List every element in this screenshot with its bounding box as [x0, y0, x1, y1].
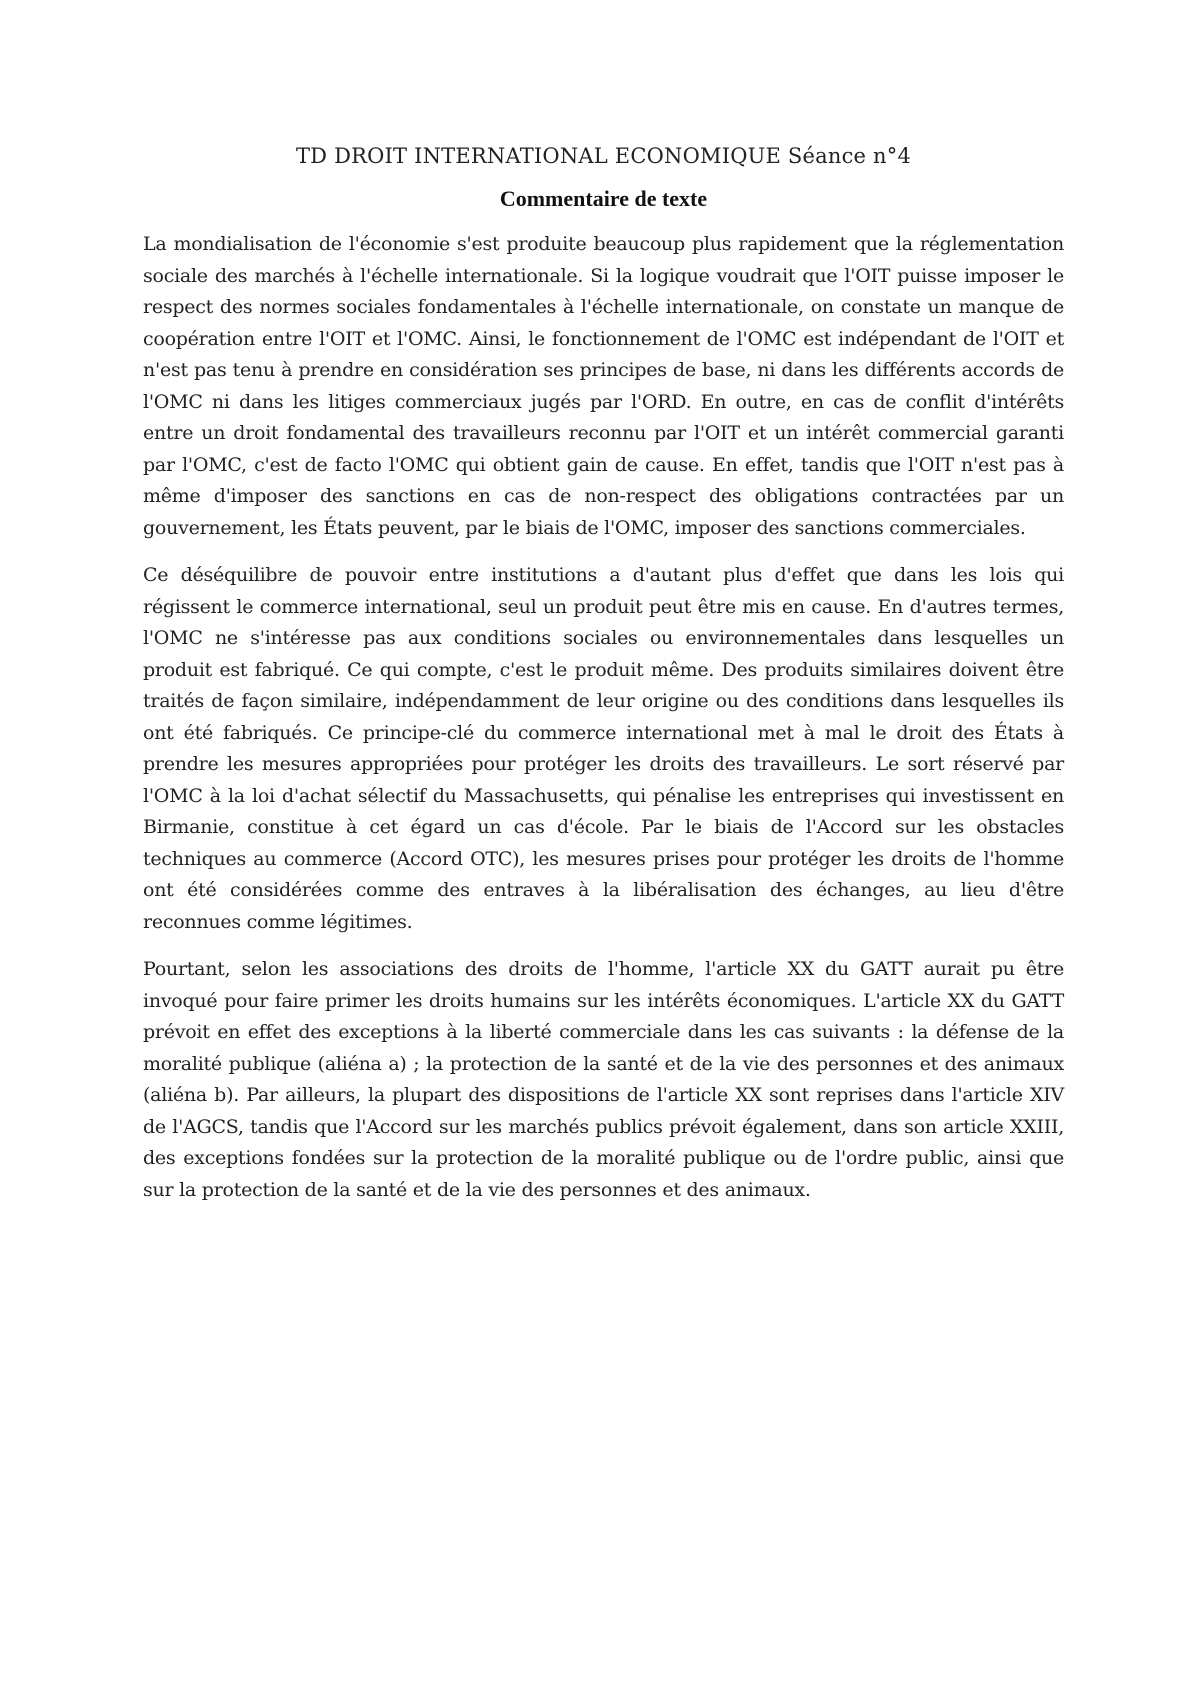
document-page	[143, 142, 1064, 1222]
paragraph-2: Ce déséquilibre de pouvoir entre institutions a d'autant plus d'effet que dans les lois qui régissent le commerce international, seul un produit peut être mis en cause. En d'autres termes, l'OMC ne s'intéresse pas aux conditions sociales ou environnementales dans lesquelles un produit est fabriqué. Ce qui compte, c'est le produit même. Des produits similaires doivent être traités de façon similaire, indépendamment de leur origine ou des conditions dans lesquelles ils ont été fabriqués. Ce principe-clé du commerce international met à mal le droit des États à prendre les mesures appropriées pour protéger les droits des travailleurs. Le sort réservé par l'OMC à la loi d'achat sélectif du Massachusetts, qui pénalise les entreprises qui investissent en Birmanie, constitue à cet égard un cas d'école. Par le biais de l'Accord sur les obstacles techniques au commerce (Accord OTC), les mesures prises pour protéger les droits de l'homme ont été considérées comme des entraves à la libéralisation des échanges, au lieu d'être reconnues comme légitimes.	[143, 564, 1064, 933]
paragraph-3: Pourtant, selon les associations des droits de l'homme, l'article XX du GATT aurait pu être invoqué pour faire primer les droits humains sur les intérêts économiques. L'article XX du GATT prévoit en effet des exceptions à la liberté commerciale dans les cas suivants : la défense de la moralité publique (aliéna a) ; la protection de la santé et de la vie des personnes et des animaux (aliéna b). Par ailleurs, la plupart des dispositions de l'article XX sont reprises dans l'article XIV de l'AGCS, tandis que l'Accord sur les marchés publics prévoit également, dans son article XXIII, des exceptions fondées sur la protection de la moralité publique ou de l'ordre public, ainsi que sur la protection de la santé et de la vie des personnes et des animaux.	[143, 958, 1064, 1201]
document-subtitle: Commentaire de texte	[499, 186, 708, 212]
document-title: TD DROIT INTERNATIONAL ECONOMIQUE Séance n°4	[295, 144, 912, 168]
paragraph-1: La mondialisation de l'économie s'est produite beaucoup plus rapidement que la réglementation sociale des marchés à l'échelle internationale. Si la logique voudrait que l'OIT puisse imposer le respect des normes sociales fondamentales à l'échelle internationale, on constate un manque de coopération entre l'OIT et l'OMC. Ainsi, le fonctionnement de l'OMC est indépendant de l'OIT et n'est pas tenu à prendre en considération ses principes de base, ni dans les différents accords de l'OMC ni dans les litiges commerciaux jugés par l'ORD. En outre, en cas de conflit d'intérêts entre un droit fondamental des travailleurs reconnu par l'OIT et un intérêt commercial garanti par l'OMC, c'est de facto l'OMC qui obtient gain de cause. En effet, tandis que l'OIT n'est pas à même d'imposer des sanctions en cas de non-respect des obligations contractées par un gouvernement, les États peuvent, par le biais de l'OMC, imposer des sanctions commerciales.	[143, 233, 1064, 539]
